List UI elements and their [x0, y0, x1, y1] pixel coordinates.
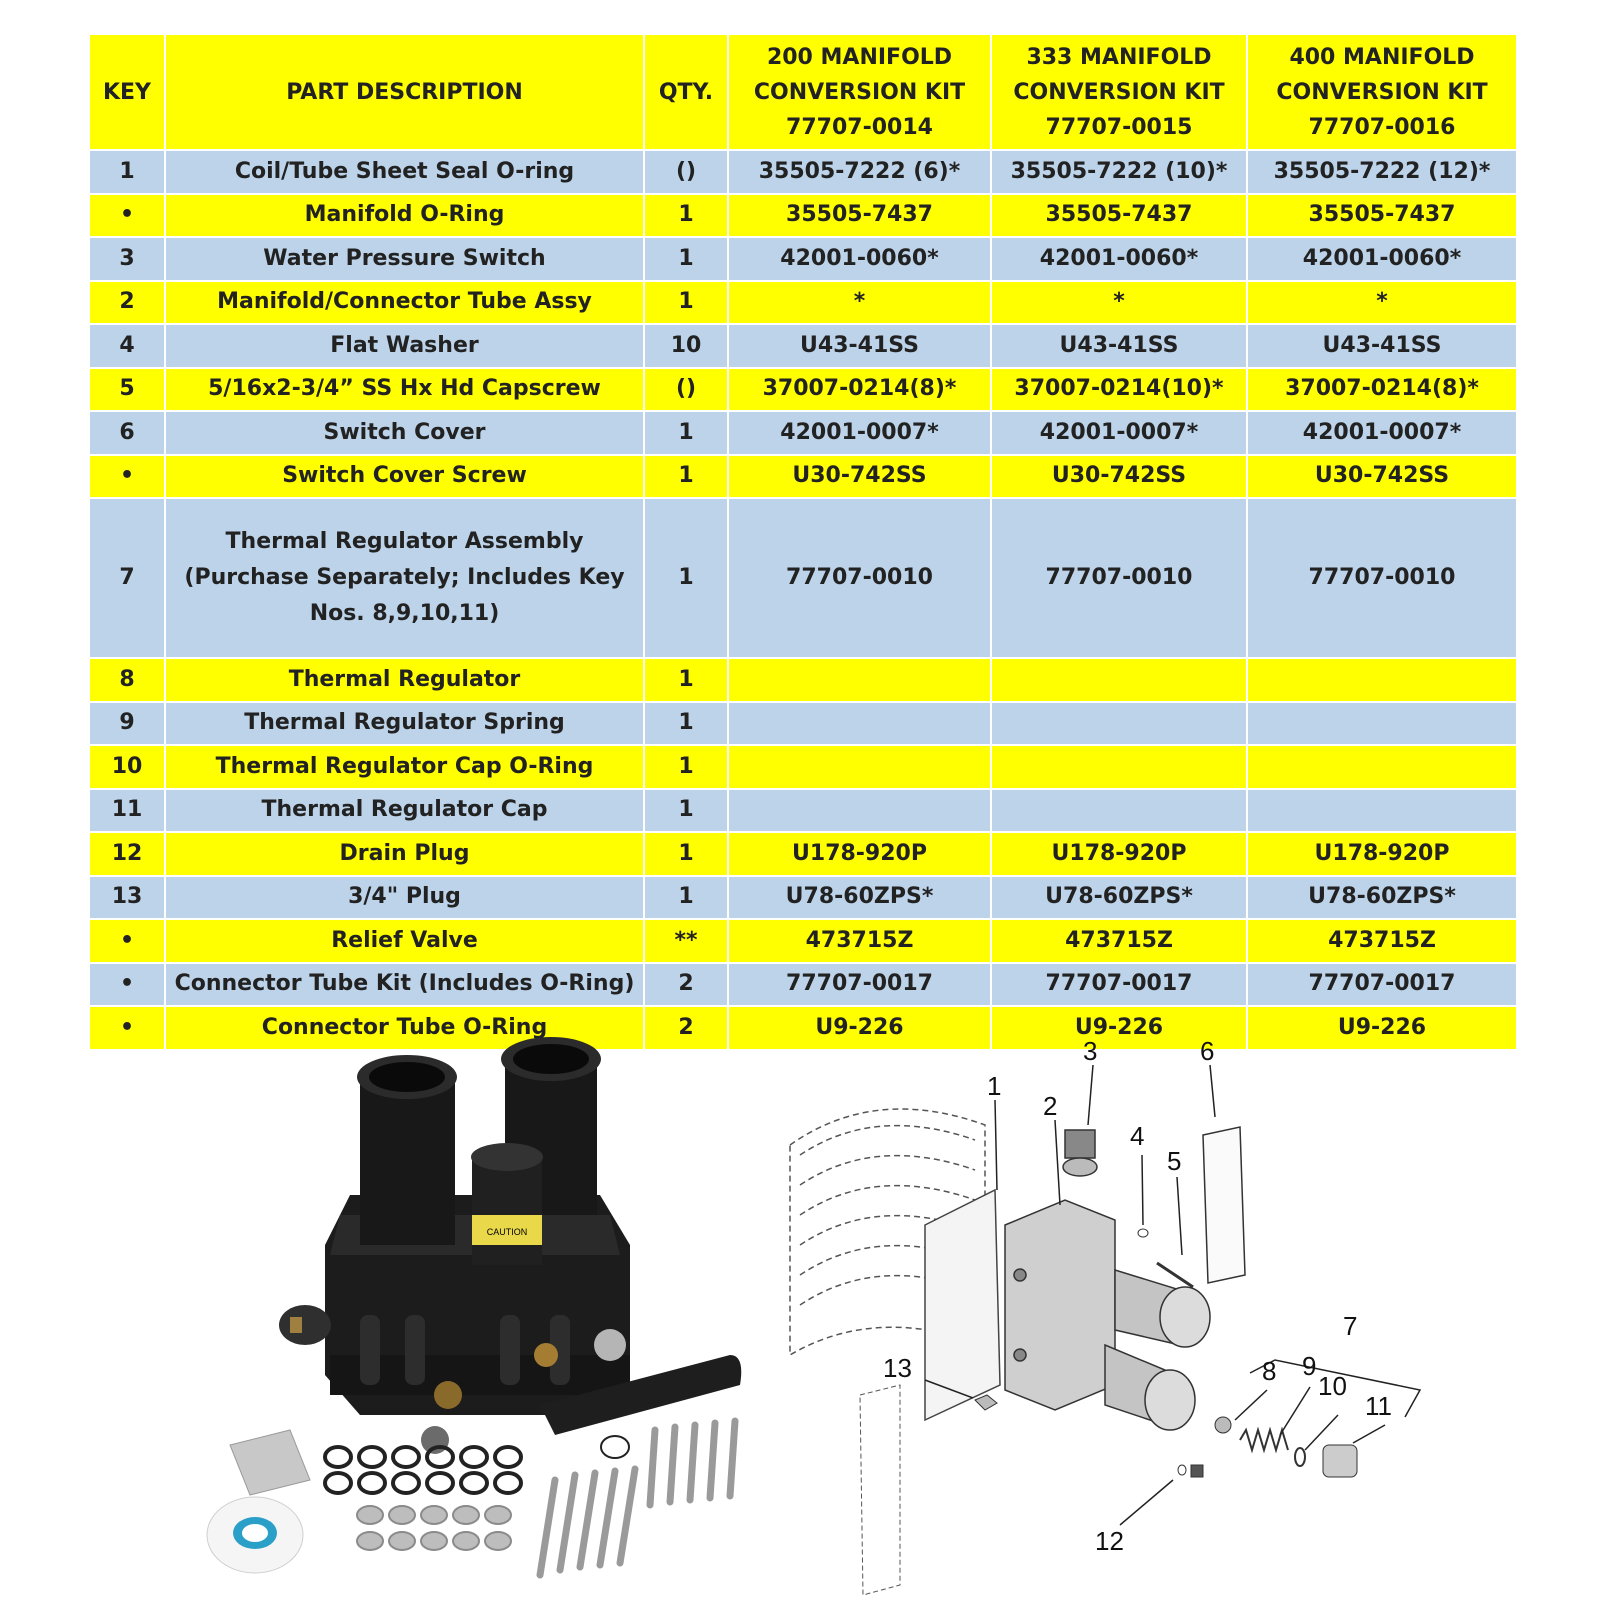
- row-key: •: [89, 194, 165, 238]
- row-description: Thermal Regulator Cap O-Ring: [165, 745, 644, 789]
- plug-drawing: [975, 1395, 997, 1410]
- row-kit-400: 42001-0007*: [1247, 411, 1517, 455]
- regulator-cap-drawing: [1323, 1445, 1357, 1477]
- row-kit-333: U30-742SS: [991, 455, 1247, 499]
- o-rings: [325, 1436, 629, 1493]
- row-kit-200: U43-41SS: [728, 324, 991, 368]
- row-key: •: [89, 963, 165, 1007]
- row-kit-200: 37007-0214(8)*: [728, 368, 991, 412]
- table-body: [89, 150, 1517, 1050]
- row-description: 5/16x2-3/4” SS Hx Hd Capscrew: [165, 368, 644, 412]
- row-key: •: [89, 1006, 165, 1050]
- callout-5: 5: [1167, 1146, 1182, 1176]
- ptfe-tape-roll: [207, 1497, 303, 1573]
- row-kit-200: U30-742SS: [728, 455, 991, 499]
- capscrew-drawing: [1157, 1263, 1193, 1287]
- row-kit-333: [991, 789, 1247, 833]
- callout-4: 4: [1130, 1121, 1145, 1151]
- exploded-parts-diagram: [775, 1036, 1475, 1595]
- row-key: 6: [89, 411, 165, 455]
- row-kit-333: 35505-7222 (10)*: [991, 150, 1247, 194]
- callout-2: 2: [1043, 1091, 1058, 1121]
- row-kit-200: [728, 702, 991, 746]
- table-row: [89, 832, 1517, 876]
- row-key: 3: [89, 237, 165, 281]
- row-description: Switch Cover Screw: [165, 455, 644, 499]
- row-kit-400: 35505-7437: [1247, 194, 1517, 238]
- row-kit-200: 77707-0017: [728, 963, 991, 1007]
- row-qty: 2: [644, 1006, 728, 1050]
- row-kit-333: 77707-0010: [991, 498, 1247, 658]
- row-description: Water Pressure Switch: [165, 237, 644, 281]
- table-row: [89, 789, 1517, 833]
- manifold-assembly-drawing: [1005, 1200, 1210, 1430]
- row-key: 5: [89, 368, 165, 412]
- row-kit-400: [1247, 745, 1517, 789]
- thermal-regulator-housing: [471, 1143, 543, 1265]
- table-row: [89, 411, 1517, 455]
- row-kit-200: 35505-7437: [728, 194, 991, 238]
- row-qty: 1: [644, 832, 728, 876]
- washer-drawing: [1138, 1229, 1148, 1237]
- manifold-kit-photo: [210, 1055, 770, 1595]
- row-kit-333: *: [991, 281, 1247, 325]
- row-kit-400: U178-920P: [1247, 832, 1517, 876]
- table-row: [89, 324, 1517, 368]
- row-description: Connector Tube Kit (Includes O-Ring): [165, 963, 644, 1007]
- row-qty: 1: [644, 702, 728, 746]
- table-row: [89, 150, 1517, 194]
- header-part-description: PART DESCRIPTION: [165, 34, 644, 150]
- row-key: 8: [89, 658, 165, 702]
- row-kit-333: 77707-0017: [991, 963, 1247, 1007]
- row-qty: 1: [644, 194, 728, 238]
- row-key: 1: [89, 150, 165, 194]
- row-kit-333: U178-920P: [991, 832, 1247, 876]
- row-kit-400: 77707-0010: [1247, 498, 1517, 658]
- header-kit-200: [728, 34, 991, 150]
- row-kit-400: 77707-0017: [1247, 963, 1517, 1007]
- row-kit-333: U43-41SS: [991, 324, 1247, 368]
- row-qty: (): [644, 150, 728, 194]
- row-kit-200: U9-226: [728, 1006, 991, 1050]
- row-qty: 1: [644, 658, 728, 702]
- table-row: [89, 658, 1517, 702]
- row-description: Flat Washer: [165, 324, 644, 368]
- callout-8: 8: [1262, 1356, 1277, 1386]
- callout-7: 7: [1343, 1311, 1358, 1341]
- drain-plug-drawing: [1178, 1465, 1203, 1477]
- row-description: Switch Cover: [165, 411, 644, 455]
- row-kit-200: [728, 745, 991, 789]
- callout-13: 13: [883, 1353, 912, 1383]
- callout-3: 3: [1083, 1036, 1098, 1066]
- caution-label: CAUTION: [486, 1227, 528, 1237]
- row-kit-333: U9-226: [991, 1006, 1247, 1050]
- row-kit-400: U9-226: [1247, 1006, 1517, 1050]
- row-description: Manifold O-Ring: [165, 194, 644, 238]
- row-key: 7: [89, 498, 165, 658]
- row-kit-333: [991, 658, 1247, 702]
- row-qty: 1: [644, 237, 728, 281]
- row-description: Thermal Regulator Cap: [165, 789, 644, 833]
- header-kit-333: [991, 34, 1247, 150]
- row-description: Manifold/Connector Tube Assy: [165, 281, 644, 325]
- row-key: 10: [89, 745, 165, 789]
- table-row: [89, 1006, 1517, 1050]
- table-row: [89, 745, 1517, 789]
- table-row: [89, 281, 1517, 325]
- callout-1: 1: [987, 1071, 1002, 1101]
- switch-cover-drawing: [1203, 1127, 1245, 1283]
- row-kit-333: 42001-0007*: [991, 411, 1247, 455]
- row-kit-333: 473715Z: [991, 919, 1247, 963]
- header-kit-400-line-3: 77707-0016: [1308, 114, 1456, 140]
- header-qty: QTY.: [644, 34, 728, 150]
- row-qty: **: [644, 919, 728, 963]
- header-key: KEY: [89, 34, 165, 150]
- callout-10: 10: [1318, 1371, 1347, 1401]
- pressure-switch-drawing: [1063, 1130, 1097, 1176]
- header-kit-333-line-3: 77707-0015: [1045, 114, 1193, 140]
- row-description: Thermal Regulator Assembly (Purchase Separately; Includes Key Nos. 8,9,10,11): [165, 498, 644, 658]
- parts-table: [88, 33, 1518, 1051]
- table-row: [89, 498, 1517, 658]
- table-row: [89, 702, 1517, 746]
- foil-packet: [230, 1430, 310, 1495]
- row-qty: 1: [644, 876, 728, 920]
- header-kit-400-line-2: CONVERSION KIT: [1276, 79, 1488, 105]
- row-description: Connector Tube O-Ring: [165, 1006, 644, 1050]
- row-qty: 1: [644, 498, 728, 658]
- cap-o-ring-drawing: [1295, 1448, 1305, 1466]
- row-description: 3/4" Plug: [165, 876, 644, 920]
- table-row: [89, 237, 1517, 281]
- row-description: Drain Plug: [165, 832, 644, 876]
- row-key: 9: [89, 702, 165, 746]
- table-row: [89, 919, 1517, 963]
- row-kit-400: 42001-0060*: [1247, 237, 1517, 281]
- flat-washers: [357, 1506, 511, 1550]
- row-qty: 2: [644, 963, 728, 1007]
- row-key: 4: [89, 324, 165, 368]
- row-qty: (): [644, 368, 728, 412]
- header-kit-200-line-1: 200 MANIFOLD: [766, 44, 953, 70]
- row-qty: 1: [644, 455, 728, 499]
- header-kit-400: [1247, 34, 1517, 150]
- row-kit-400: U30-742SS: [1247, 455, 1517, 499]
- row-description: Thermal Regulator Spring: [165, 702, 644, 746]
- table-row: [89, 455, 1517, 499]
- capscrews: [540, 1421, 735, 1575]
- row-kit-200: 42001-0007*: [728, 411, 991, 455]
- row-qty: 1: [644, 281, 728, 325]
- row-kit-200: 473715Z: [728, 919, 991, 963]
- header-kit-333-line-2: CONVERSION KIT: [1013, 79, 1225, 105]
- table-row: [89, 368, 1517, 412]
- callout-12: 12: [1095, 1526, 1124, 1556]
- row-kit-400: [1247, 702, 1517, 746]
- row-kit-200: U178-920P: [728, 832, 991, 876]
- row-kit-333: 42001-0060*: [991, 237, 1247, 281]
- row-description: Thermal Regulator: [165, 658, 644, 702]
- row-kit-333: [991, 745, 1247, 789]
- table-row: [89, 194, 1517, 238]
- header-kit-200-line-2: CONVERSION KIT: [753, 79, 966, 105]
- header-kit-200-line-3: 77707-0014: [786, 114, 933, 140]
- tube-sheet: [925, 1190, 1000, 1420]
- callout-6: 6: [1200, 1036, 1215, 1066]
- row-description: Coil/Tube Sheet Seal O-ring: [165, 150, 644, 194]
- row-kit-400: [1247, 789, 1517, 833]
- row-kit-400: *: [1247, 281, 1517, 325]
- row-kit-400: U43-41SS: [1247, 324, 1517, 368]
- row-key: 11: [89, 789, 165, 833]
- row-key: 13: [89, 876, 165, 920]
- row-kit-400: 473715Z: [1247, 919, 1517, 963]
- row-description: Relief Valve: [165, 919, 644, 963]
- row-kit-200: *: [728, 281, 991, 325]
- table-row: [89, 876, 1517, 920]
- row-kit-200: 35505-7222 (6)*: [728, 150, 991, 194]
- row-kit-333: 35505-7437: [991, 194, 1247, 238]
- callout-9: 9: [1302, 1351, 1317, 1381]
- bracket-drawing: [860, 1385, 900, 1595]
- row-kit-200: U78-60ZPS*: [728, 876, 991, 920]
- row-kit-200: [728, 658, 991, 702]
- table-row: [89, 963, 1517, 1007]
- row-kit-400: [1247, 658, 1517, 702]
- pressure-switch-part: [279, 1305, 331, 1345]
- row-qty: 1: [644, 789, 728, 833]
- callout-11: 11: [1365, 1391, 1392, 1421]
- header-kit-400-line-1: 400 MANIFOLD: [1289, 44, 1475, 70]
- row-kit-333: [991, 702, 1247, 746]
- row-key: 12: [89, 832, 165, 876]
- table-header: [89, 34, 1517, 150]
- row-kit-200: 77707-0010: [728, 498, 991, 658]
- row-key: •: [89, 919, 165, 963]
- row-key: 2: [89, 281, 165, 325]
- row-qty: 10: [644, 324, 728, 368]
- row-kit-333: U78-60ZPS*: [991, 876, 1247, 920]
- row-qty: 1: [644, 745, 728, 789]
- thermal-regulator-drawing: [1215, 1417, 1231, 1433]
- row-kit-333: 37007-0214(10)*: [991, 368, 1247, 412]
- row-kit-400: U78-60ZPS*: [1247, 876, 1517, 920]
- row-kit-400: 35505-7222 (12)*: [1247, 150, 1517, 194]
- row-kit-200: 42001-0060*: [728, 237, 991, 281]
- row-qty: 1: [644, 411, 728, 455]
- row-kit-200: [728, 789, 991, 833]
- header-kit-333-line-1: 333 MANIFOLD: [1026, 44, 1212, 70]
- row-kit-400: 37007-0214(8)*: [1247, 368, 1517, 412]
- row-key: •: [89, 455, 165, 499]
